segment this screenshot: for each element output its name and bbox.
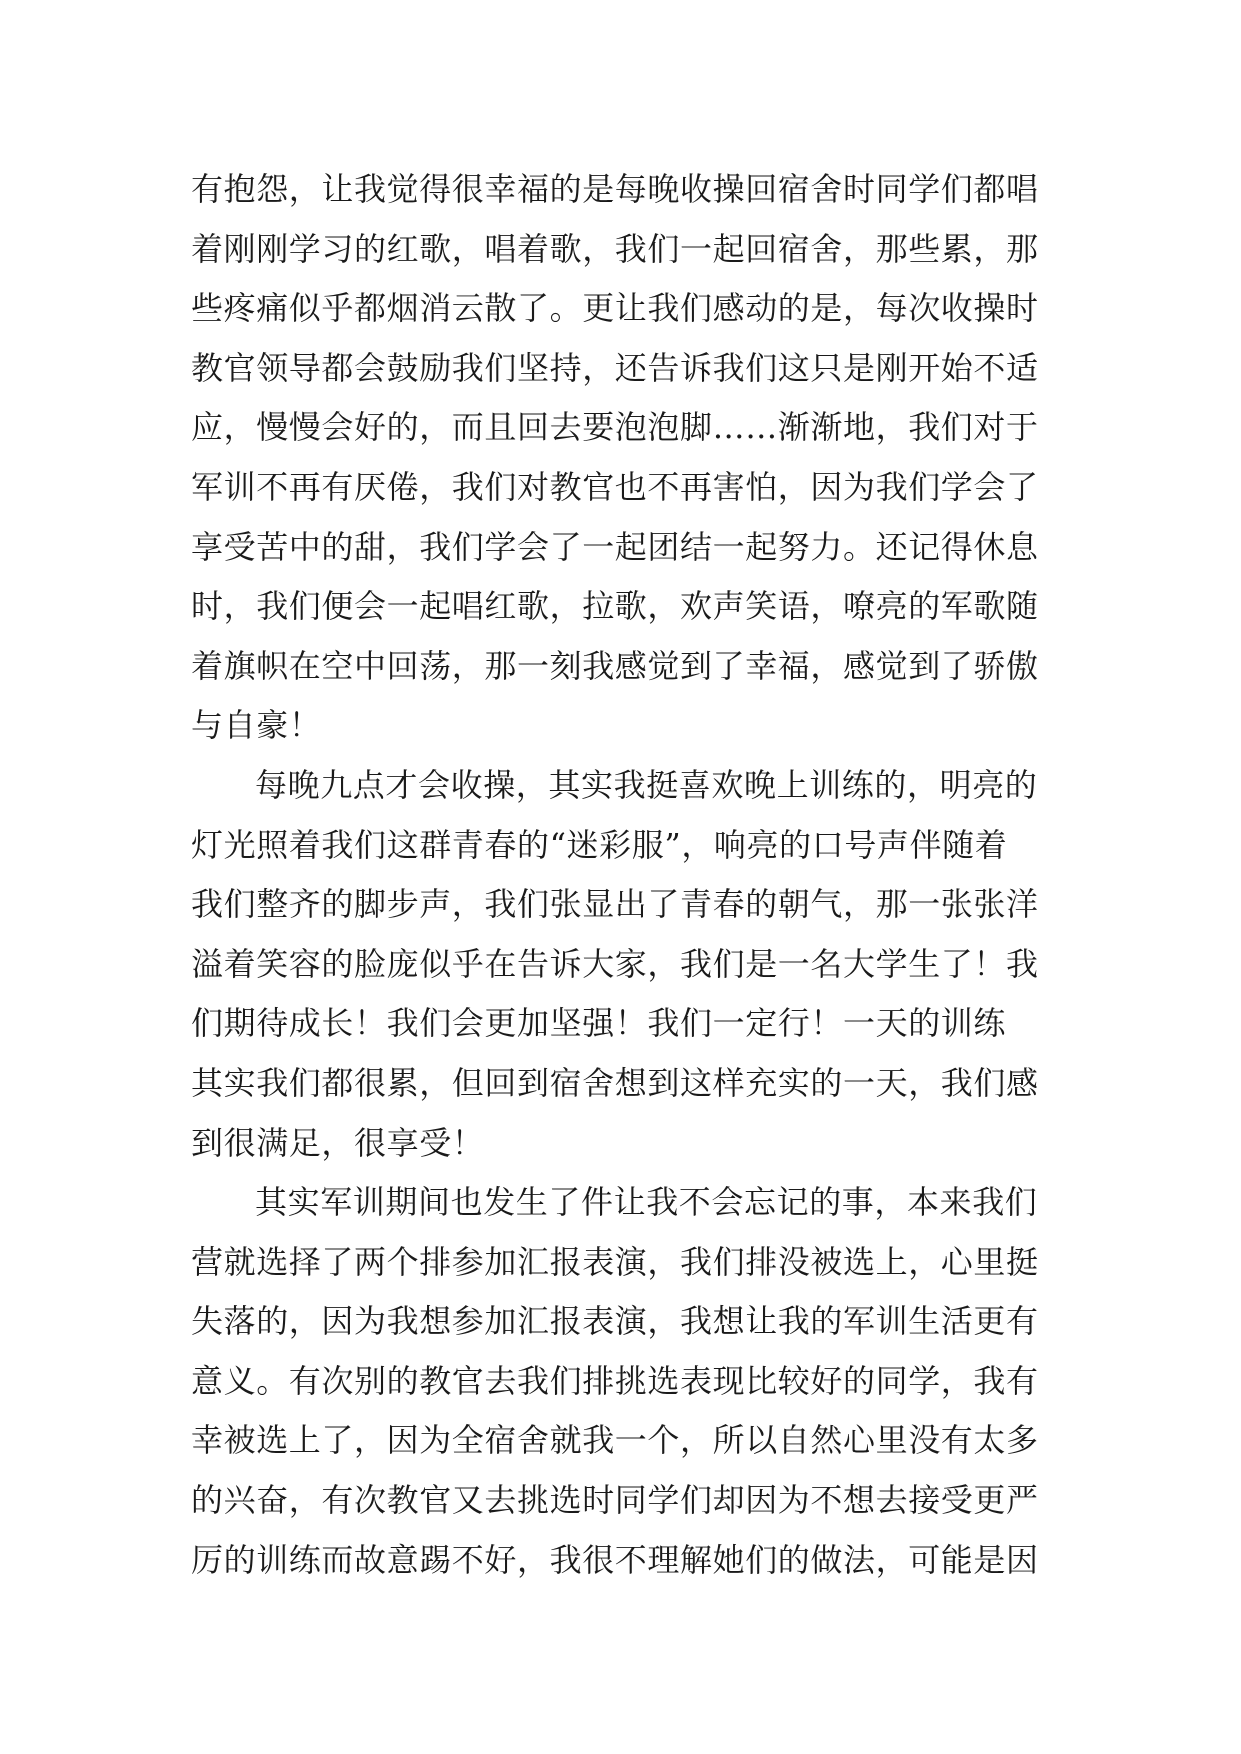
- text-line: 意义。有次别的教官去我们排挑选表现比较好的同学，我有: [191, 1361, 1039, 1400]
- text-line: 我们整齐的脚步声，我们张显出了青春的朝气，那一张张洋: [191, 885, 1039, 924]
- text-line: 营就选择了两个排参加汇报表演，我们排没被选上，心里挺: [191, 1242, 1039, 1281]
- paragraph-first-line: 每晚九点才会收操，其实我挺喜欢晚上训练的，明亮的: [255, 765, 1038, 804]
- text-line: 有抱怨，让我觉得很幸福的是每晚收操回宿舍时同学们都唱: [191, 170, 1039, 208]
- text-line: 失落的，因为我想参加汇报表演，我想让我的军训生活更有: [191, 1302, 1039, 1341]
- text-line: 与自豪！: [191, 706, 322, 745]
- text-line: 着刚刚学习的红歌，唱着歌，我们一起回宿舍，那些累，那: [191, 229, 1039, 268]
- text-line: 教官领导都会鼓励我们坚持，还告诉我们这只是刚开始不适: [191, 348, 1039, 387]
- text-line: 其实我们都很累，但回到宿舍想到这样充实的一天，我们感: [191, 1063, 1039, 1102]
- text-line: 应，慢慢会好的，而且回去要泡泡脚……渐渐地，我们对于: [191, 408, 1039, 447]
- text-line: 灯光照着我们这群青春的“迷彩服”，响亮的口号声伴随着: [191, 825, 1008, 864]
- text-line: 厉的训练而故意踢不好，我很不理解她们的做法，可能是因: [191, 1540, 1039, 1579]
- body-text: [191, 160, 1051, 1590]
- text-line: 军训不再有厌倦，我们对教官也不再害怕，因为我们学会了: [191, 467, 1039, 506]
- text-line: 享受苦中的甜，我们学会了一起团结一起努力。还记得休息: [191, 527, 1039, 566]
- text-line: 们期待成长！我们会更加坚强！我们一定行！一天的训练: [191, 1004, 1007, 1043]
- text-line: 着旗帜在空中回荡，那一刻我感觉到了幸福，感觉到了骄傲: [191, 646, 1039, 685]
- text-line: 些疼痛似乎都烟消云散了。更让我们感动的是，每次收操时: [191, 289, 1039, 328]
- text-line: 到很满足，很享受！: [191, 1123, 485, 1162]
- text-line: 幸被选上了，因为全宿舍就我一个，所以自然心里没有太多: [191, 1421, 1039, 1460]
- paragraph-first-line: 其实军训期间也发生了件让我不会忘记的事，本来我们: [255, 1183, 1038, 1222]
- text-line: 的兴奋，有次教官又去挑选时同学们却因为不想去接受更严: [191, 1481, 1039, 1520]
- text-line: 时，我们便会一起唱红歌，拉歌，欢声笑语，嘹亮的军歌随: [191, 587, 1039, 626]
- text-line: 溢着笑容的脸庞似乎在告诉大家，我们是一名大学生了！我: [191, 944, 1039, 983]
